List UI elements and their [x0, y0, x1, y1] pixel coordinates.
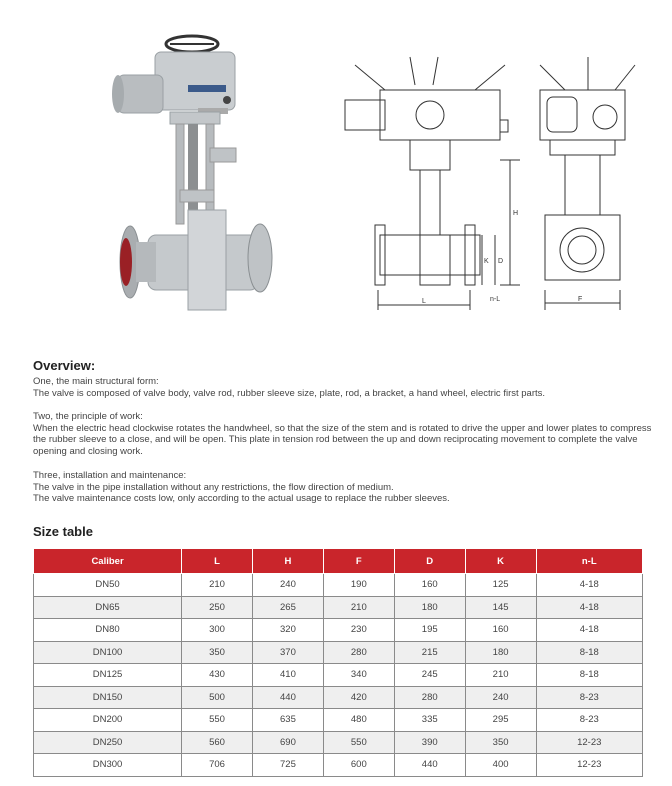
table-row	[34, 619, 643, 642]
valve-product-photo	[100, 30, 300, 330]
side-view	[540, 57, 635, 310]
table-cell: 635	[252, 709, 323, 732]
table-cell: 600	[323, 754, 394, 777]
section-text: The valve maintenance costs low, only according to the actual usage to replace the rubber sleeves.	[33, 493, 450, 504]
header-f: F	[323, 549, 394, 574]
table-cell: 240	[465, 686, 536, 709]
table-row	[34, 686, 643, 709]
size-table-header-row	[34, 549, 643, 574]
table-cell: 706	[182, 754, 253, 777]
table-cell: 480	[323, 709, 394, 732]
table-cell: 230	[323, 619, 394, 642]
table-cell: DN150	[34, 686, 182, 709]
table-cell: 180	[394, 596, 465, 619]
table-cell: 550	[323, 731, 394, 754]
table-cell: 350	[465, 731, 536, 754]
section-text: The valve is composed of valve body, valve rod, rubber sleeve size, plate, rod, a bracket, a hand wheel, electric first parts.	[33, 387, 546, 399]
dim-label-h: H	[513, 210, 519, 217]
table-cell: 4-18	[536, 619, 642, 642]
table-cell: DN100	[34, 641, 182, 664]
table-cell: 8-23	[536, 709, 642, 732]
overview-section-maintenance	[33, 470, 653, 505]
table-cell: 340	[323, 664, 394, 687]
table-cell: 8-23	[536, 686, 642, 709]
table-cell: 265	[252, 596, 323, 619]
dim-label-d: D	[498, 258, 504, 265]
table-cell: 195	[394, 619, 465, 642]
table-cell: DN65	[34, 596, 182, 619]
table-cell: 370	[252, 641, 323, 664]
header-l: L	[182, 549, 253, 574]
table-row	[34, 664, 643, 687]
table-cell: DN50	[34, 574, 182, 597]
table-cell: 125	[465, 574, 536, 597]
table-cell: 500	[182, 686, 253, 709]
size-table	[33, 548, 643, 777]
front-view	[345, 57, 520, 310]
header-d: D	[394, 549, 465, 574]
table-cell: 8-18	[536, 641, 642, 664]
dim-label-nl: n-L	[490, 296, 501, 303]
table-cell: 280	[323, 641, 394, 664]
table-cell: 440	[394, 754, 465, 777]
table-cell: 725	[252, 754, 323, 777]
header-h: H	[252, 549, 323, 574]
section-text: When the electric head clockwise rotates the handwheel, so that the size of the stem and is rotated to drive the upper and lower plates to compress the rubber sleeve to a close, and will be open. This plate in tension rod between the up and down reciprocating movement to complete the valve opening and closing work.	[33, 422, 652, 457]
table-cell: 180	[465, 641, 536, 664]
table-cell: 550	[182, 709, 253, 732]
table-cell: 320	[252, 619, 323, 642]
table-cell: 12-23	[536, 754, 642, 777]
table-row	[34, 731, 643, 754]
table-row	[34, 574, 643, 597]
table-cell: 390	[394, 731, 465, 754]
table-cell: 400	[465, 754, 536, 777]
section-heading: One, the main structural form:	[33, 376, 159, 387]
table-cell: 210	[465, 664, 536, 687]
table-cell: 245	[394, 664, 465, 687]
table-cell: DN80	[34, 619, 182, 642]
table-cell: DN125	[34, 664, 182, 687]
table-cell: DN300	[34, 754, 182, 777]
overview-section-structure	[33, 376, 653, 399]
dimension-drawing	[320, 55, 660, 325]
header-caliber: Caliber	[34, 549, 182, 574]
table-row	[34, 641, 643, 664]
table-row	[34, 754, 643, 777]
table-cell: 160	[465, 619, 536, 642]
table-cell: 4-18	[536, 596, 642, 619]
header-k: K	[465, 549, 536, 574]
table-cell: 280	[394, 686, 465, 709]
table-cell: 145	[465, 596, 536, 619]
overview-title: Overview:	[33, 358, 96, 373]
table-cell: 12-23	[536, 731, 642, 754]
dim-label-k: K	[484, 258, 489, 265]
table-cell: 295	[465, 709, 536, 732]
table-row	[34, 596, 643, 619]
table-cell: 430	[182, 664, 253, 687]
table-cell: 250	[182, 596, 253, 619]
table-cell: 210	[323, 596, 394, 619]
table-cell: 190	[323, 574, 394, 597]
table-cell: 215	[394, 641, 465, 664]
table-cell: 420	[323, 686, 394, 709]
section-heading: Two, the principle of work:	[33, 411, 143, 422]
table-cell: 240	[252, 574, 323, 597]
table-row	[34, 709, 643, 732]
table-cell: 8-18	[536, 664, 642, 687]
header-nl: n-L	[536, 549, 642, 574]
table-cell: DN200	[34, 709, 182, 732]
table-cell: 690	[252, 731, 323, 754]
overview-section-principle	[33, 411, 653, 457]
table-cell: 350	[182, 641, 253, 664]
table-cell: 410	[252, 664, 323, 687]
table-cell: 4-18	[536, 574, 642, 597]
table-cell: 210	[182, 574, 253, 597]
table-cell: 335	[394, 709, 465, 732]
table-cell: 440	[252, 686, 323, 709]
table-cell: 300	[182, 619, 253, 642]
size-table-title: Size table	[33, 524, 93, 539]
table-cell: 560	[182, 731, 253, 754]
table-cell: 160	[394, 574, 465, 597]
dim-label-l: L	[422, 298, 426, 305]
section-text: The valve in the pipe installation without any restrictions, the flow direction of medium.	[33, 481, 394, 493]
section-heading: Three, installation and maintenance:	[33, 470, 187, 481]
dim-label-f: F	[578, 296, 583, 303]
table-cell: DN250	[34, 731, 182, 754]
